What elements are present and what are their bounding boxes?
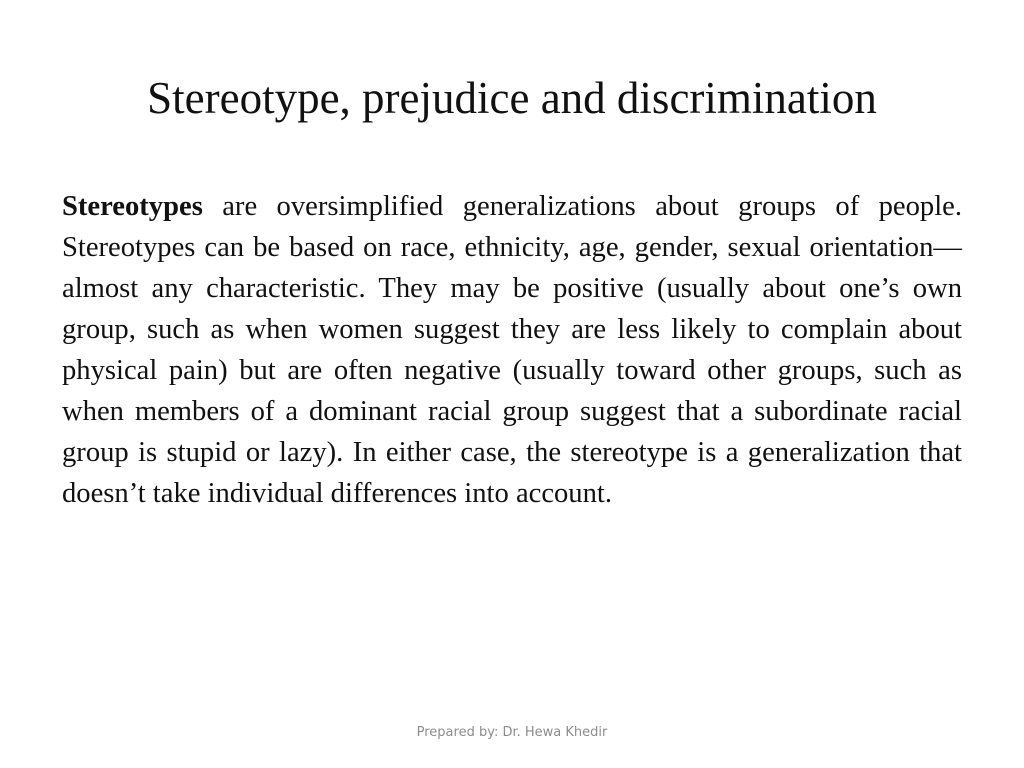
slide-title: Stereotype, prejudice and discrimination (147, 73, 877, 123)
stereotypes-term: Stereotypes (62, 191, 203, 222)
slide-footer: Prepared by: Dr. Hewa Khedir (416, 725, 608, 740)
body-text: are oversimplified generalizations about groups of people. Stereotypes can be based on race, ethnicity, age, gender, sexual orientation—almost any characteristic. They may be positive (usually about one’s own group, such as when women suggest they are less likely to complain about physical pain) but are often negative (usually toward other groups, such as when members of a dominant racial group suggest that a subordinate racial group is stupid or lazy). In either case, the stereotype is a generalization that doesn’t take individual differences into account. (62, 191, 962, 509)
slide-body-paragraph (62, 186, 962, 514)
